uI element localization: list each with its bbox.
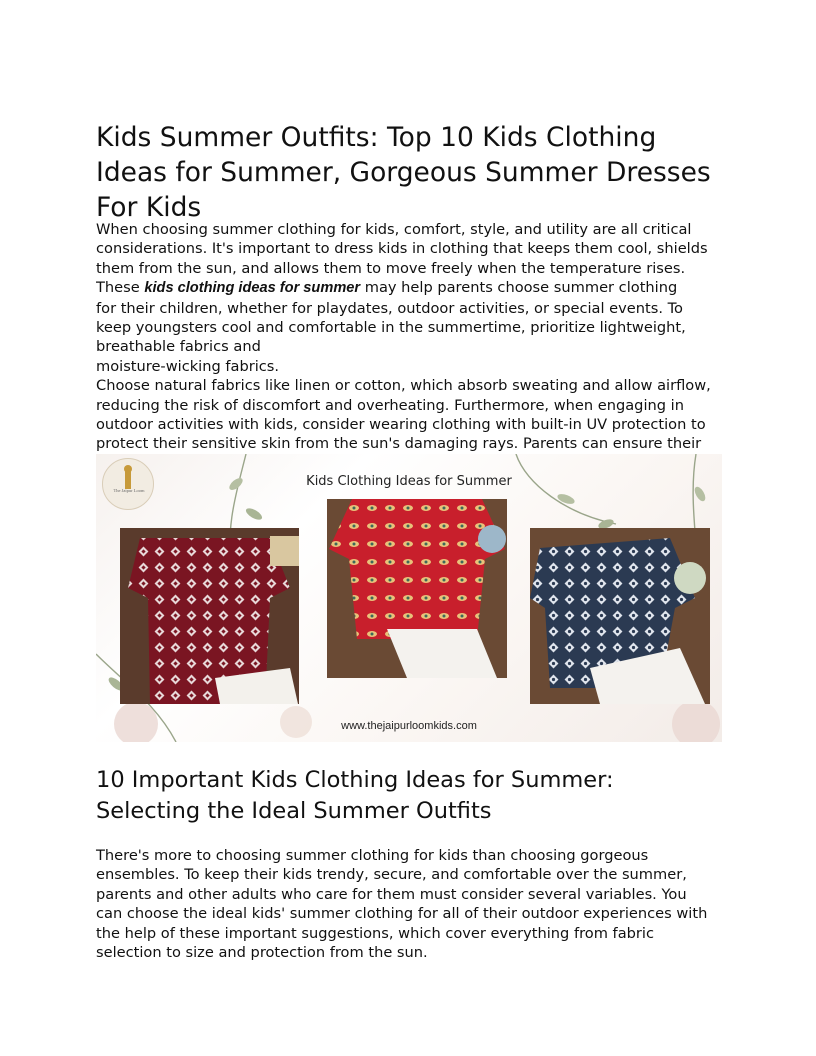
banner-caption: Kids Clothing Ideas for Summer [306, 474, 512, 489]
banner-image [96, 454, 722, 742]
intro-paragraph [96, 220, 720, 456]
banner-url: www.thejaipurloomkids.com [341, 720, 477, 732]
red-kurta-photo [327, 499, 507, 678]
outro-line: can choose the ideal kids' summer clothing for all of their outdoor experiences with [96, 905, 708, 923]
intro-line: moisture-wicking fabrics. [96, 357, 280, 375]
logo-text: The Jaipur Loom [113, 488, 145, 493]
keyword-emphasis: kids clothing ideas for summer [144, 280, 361, 297]
intro-line: reducing the risk of discomfort and overheating. Furthermore, when engaging in [96, 396, 684, 414]
intro-line: may help parents choose summer clothing [360, 279, 678, 297]
intro-line: considerations. It's important to dress kids in clothing that keeps them cool, shields [96, 240, 708, 258]
intro-line: for their children, whether for playdates, outdoor activities, or special events. To [96, 299, 683, 317]
page-title: Kids Summer Outfits: Top 10 Kids Clothing Ideas for Summer, Gorgeous Summer Dresses For Kids [96, 122, 711, 223]
maroon-kurta-photo [120, 528, 299, 704]
outro-line: selection to size and protection from the sun. [96, 944, 428, 962]
outro-line: There's more to choosing summer clothing for kids than choosing gorgeous [96, 847, 649, 864]
outro-line: the help of these important suggestions, which cover everything from fabric [96, 924, 654, 942]
intro-line: keep youngsters cool and comfortable in the summertime, prioritize lightweight, [96, 319, 686, 337]
section-heading: 10 Important Kids Clothing Ideas for Summer: Selecting the Ideal Summer Outfits [96, 767, 614, 824]
intro-line: When choosing summer clothing for kids, comfort, style, and utility are all critical [96, 221, 692, 238]
outro-line: ensembles. To keep their kids trendy, secure, and comfortable over the summer, [96, 866, 687, 884]
intro-line: outdoor activities with kids, consider wearing clothing with built-in UV protection to [96, 416, 706, 434]
intro-line: These [96, 279, 145, 297]
navy-kurta-photo [530, 528, 710, 704]
intro-line: them from the sun, and allows them to move freely when the temperature rises. [96, 259, 686, 277]
intro-line: Choose natural fabrics like linen or cotton, which absorb sweating and allow airflow, [96, 377, 711, 395]
intro-line: breathable fabrics and [96, 338, 261, 356]
outro-line: parents and other adults who care for them must consider several variables. You [96, 885, 687, 903]
outro-paragraph [96, 846, 720, 962]
intro-line: protect their sensitive skin from the sun's damaging rays. Parents can ensure their [96, 435, 702, 453]
